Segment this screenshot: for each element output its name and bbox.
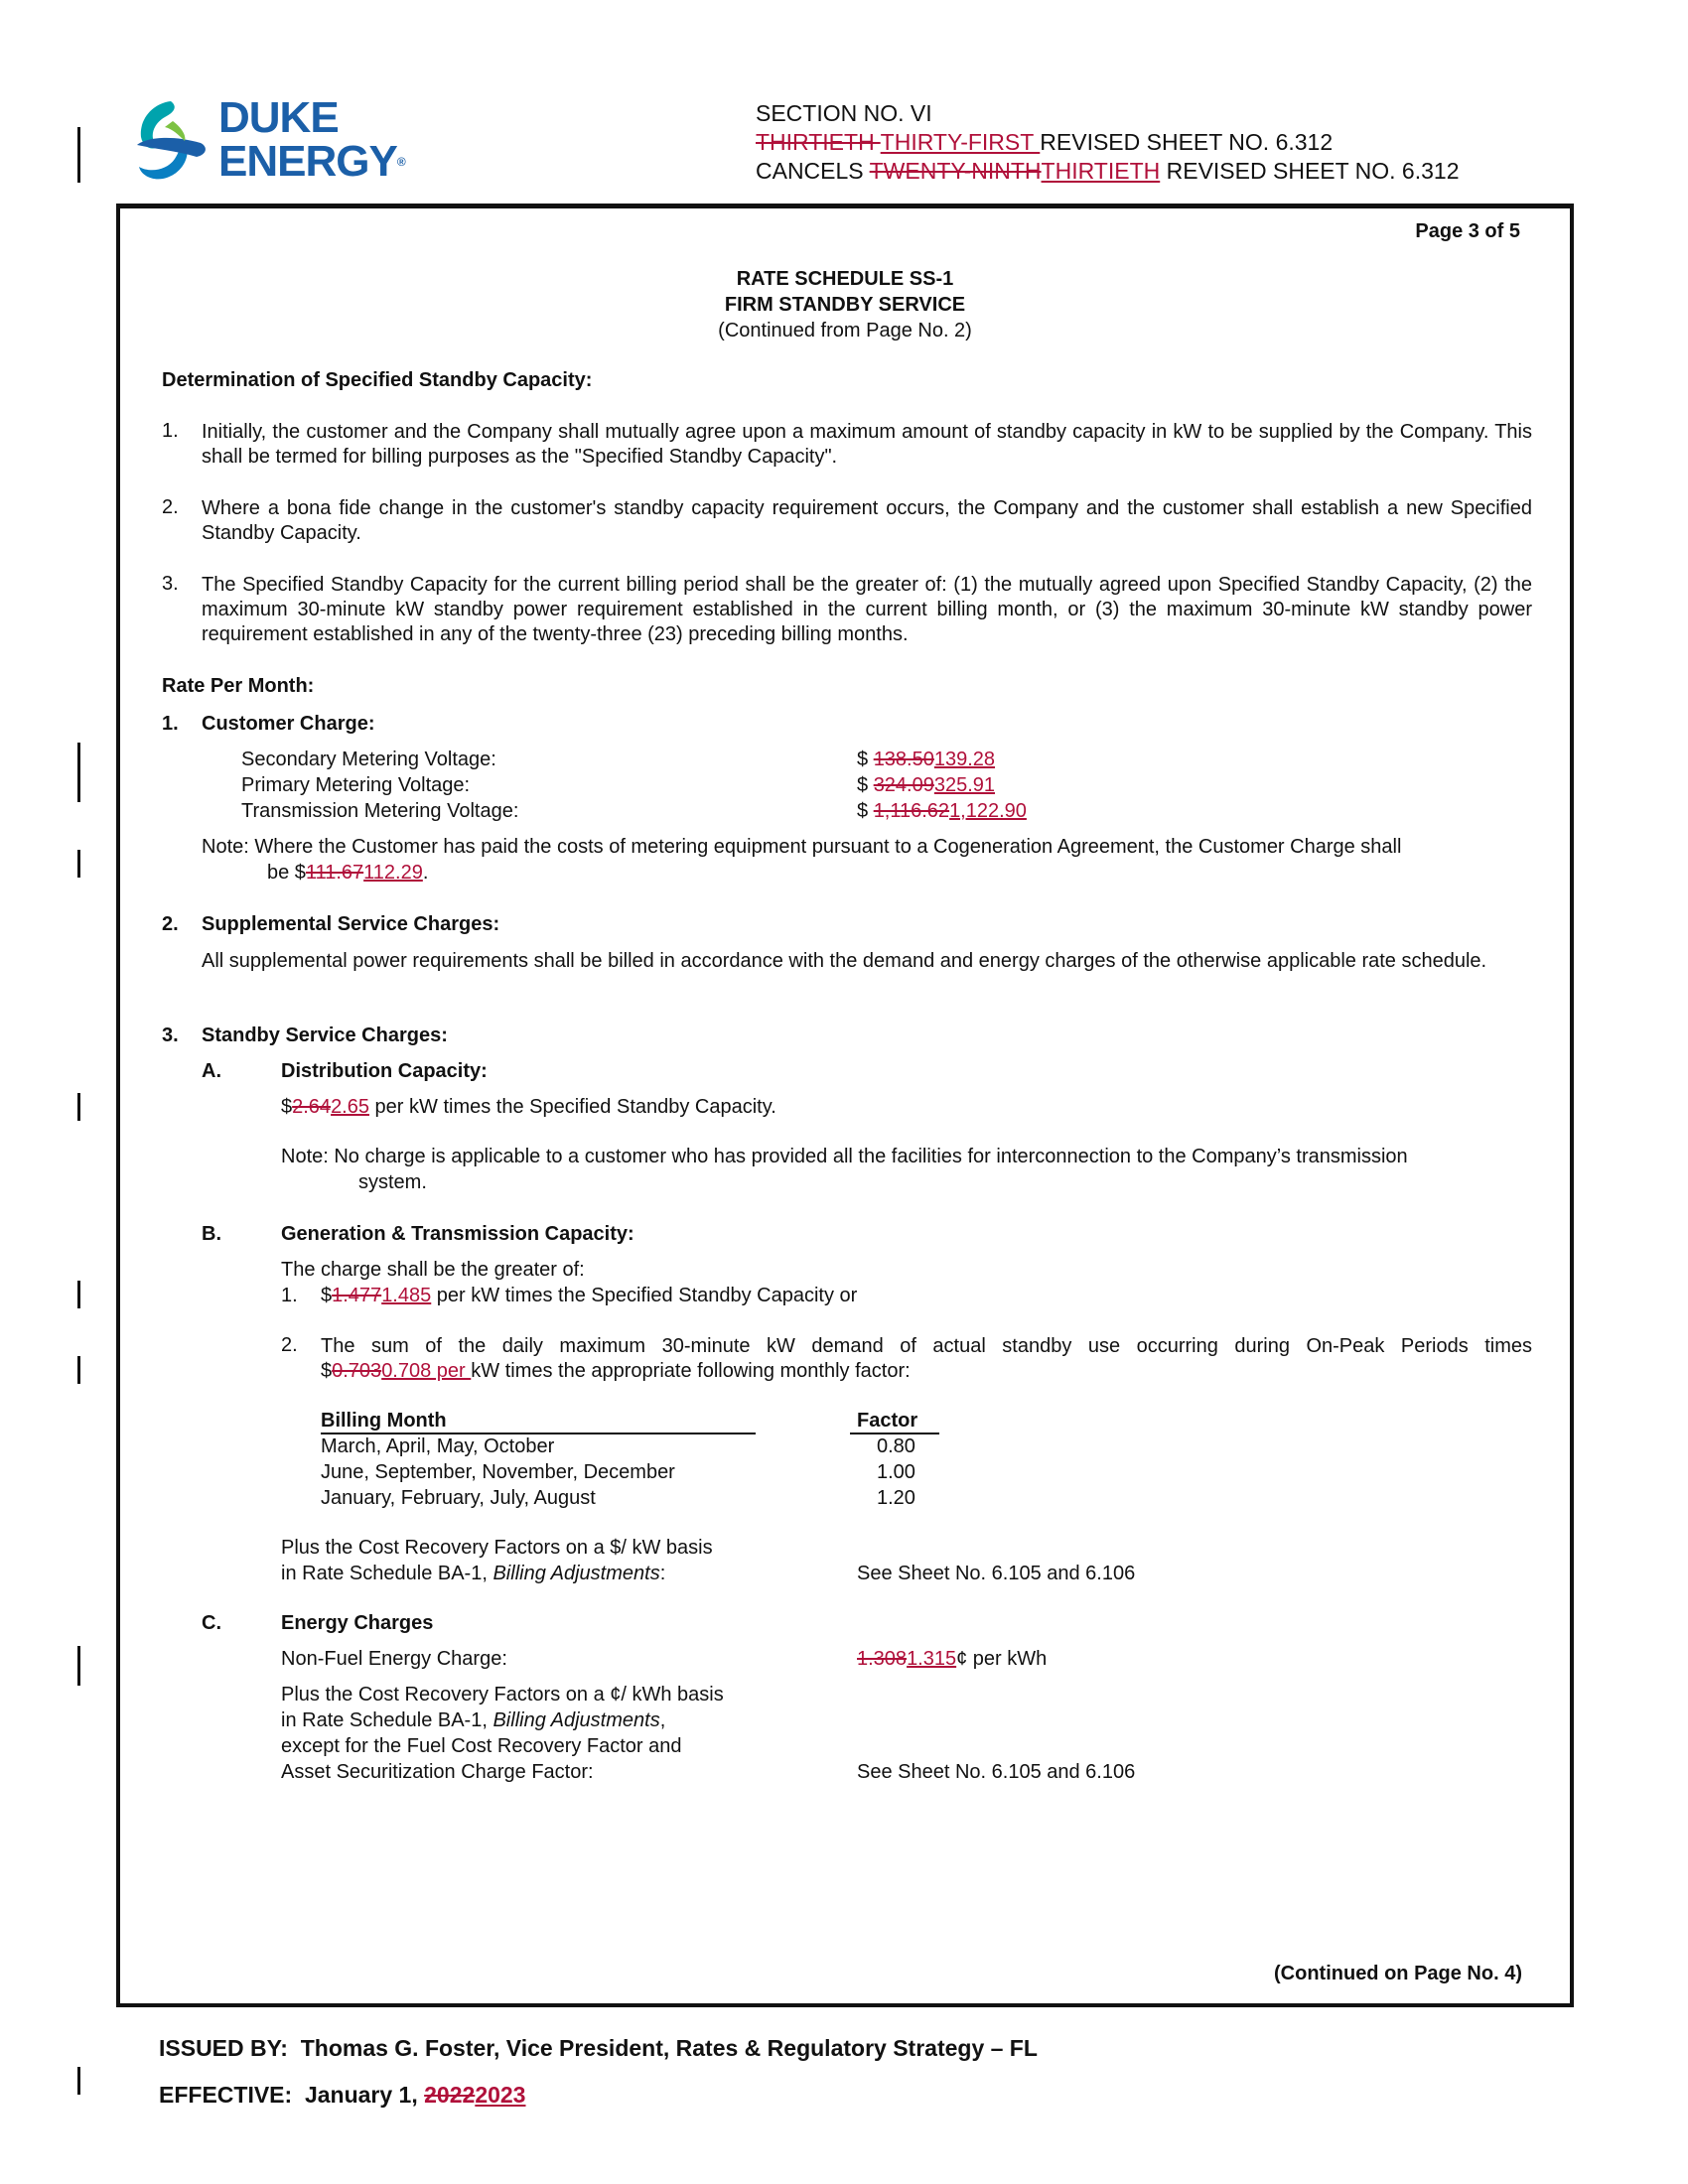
continued-on: (Continued on Page No. 4)	[1274, 1963, 1522, 1984]
duke-energy-logo	[127, 95, 415, 191]
cost-recovery-kw-text: Plus the Cost Recovery Factors on a $/ kW basis	[281, 1537, 713, 1559]
change-bar	[77, 1093, 80, 1121]
metering-value: $ 138.50139.28	[857, 749, 996, 770]
distribution-rate: $2.642.65 per kW times the Specified Standby Capacity.	[281, 1096, 776, 1118]
distribution-letter: A.	[202, 1060, 221, 1082]
issued-by: ISSUED BY: Thomas G. Foster, Vice President, Rates & Regulatory Strategy – FL	[159, 2035, 1038, 2061]
cost-recovery-kw-see: See Sheet No. 6.105 and 6.106	[857, 1563, 1136, 1584]
energy-heading: Energy Charges	[281, 1612, 434, 1634]
schedule-subtitle: FIRM STANDBY SERVICE	[724, 294, 966, 316]
cost-recovery-kwh-asset: Asset Securitization Charge Factor:	[281, 1761, 594, 1783]
change-bar	[77, 850, 80, 878]
table-row-month: March, April, May, October	[321, 1435, 555, 1457]
generation-item-1: $1.4771.485 per kW times the Specified Standby Capacity or	[321, 1285, 858, 1306]
metering-value: $ 1,116.621,122.90	[857, 800, 1027, 822]
cost-recovery-kw-ref: in Rate Schedule BA-1, Billing Adjustments:	[281, 1563, 666, 1584]
sheet-inserted-text: THIRTY-FIRST	[880, 129, 1041, 155]
table-row-month: January, February, July, August	[321, 1487, 596, 1509]
table-row-factor: 1.00	[877, 1461, 915, 1483]
duke-energy-swirl-icon	[127, 95, 216, 191]
content-frame	[116, 204, 1574, 2007]
change-bar	[77, 743, 80, 802]
section-number: SECTION NO. VI	[756, 100, 932, 126]
change-bar	[77, 2067, 80, 2095]
factor-header: Factor	[857, 1410, 918, 1432]
determination-item: Where a bona fide change in the customer's standby capacity requirement occurs, the Company and the customer shall establish a new Specified Standby Capacity.	[202, 497, 1532, 544]
factor-underline	[850, 1433, 939, 1434]
logo-text-duke: DUKE	[218, 93, 339, 142]
table-row-factor: 1.20	[877, 1487, 915, 1509]
continued-from: (Continued from Page No. 2)	[718, 320, 972, 341]
non-fuel-label: Non-Fuel Energy Charge:	[281, 1648, 507, 1670]
generation-heading: Generation & Transmission Capacity:	[281, 1223, 634, 1245]
energy-letter: C.	[202, 1612, 221, 1634]
logo-text-energy: ENERGY®	[218, 137, 405, 186]
supplemental-number: 2.	[162, 913, 179, 935]
cancels-line: CANCELS TWENTY-NINTHTHIRTIETH REVISED SHEET NO. 6.312	[756, 158, 1460, 184]
cost-recovery-kwh-see: See Sheet No. 6.105 and 6.106	[857, 1761, 1136, 1783]
supplemental-text: All supplemental power requirements shall be billed in accordance with the demand and energy charges of the otherwise applicable rate schedule.	[202, 950, 1487, 972]
generation-item-2: The sum of the daily maximum 30-minute kW demand of actual standby use occurring during On-Peak Periods times	[321, 1335, 1532, 1357]
determination-item-number: 1.	[162, 420, 179, 442]
change-bar	[77, 1646, 80, 1686]
generation-intro: The charge shall be the greater of:	[281, 1259, 585, 1281]
sheet-deleted-text: THIRTIETH	[756, 129, 881, 155]
cost-recovery-kwh-ref: in Rate Schedule BA-1, Billing Adjustments,	[281, 1709, 666, 1731]
standby-number: 3.	[162, 1024, 179, 1046]
non-fuel-value: 1.3081.315¢ per kWh	[857, 1648, 1048, 1670]
page-label: Page 3 of 5	[1415, 220, 1520, 242]
generation-item-2-rate: $0.7030.708 per kW times the appropriate following monthly factor:	[321, 1360, 911, 1382]
cancels-inserted-text: THIRTIETH	[1041, 158, 1161, 184]
change-bar	[77, 127, 80, 183]
cancels-deleted-text: TWENTY-NINTH	[869, 158, 1042, 184]
determination-item-number: 2.	[162, 496, 179, 518]
rate-heading: Rate Per Month:	[162, 675, 315, 697]
metering-value: $ 324.09325.91	[857, 774, 996, 796]
revised-sheet-line: THIRTIETH THIRTY-FIRST REVISED SHEET NO. 6.312	[756, 129, 1334, 155]
metering-label: Transmission Metering Voltage:	[241, 800, 519, 822]
customer-charge-number: 1.	[162, 713, 179, 735]
cogeneration-note: Note: Where the Customer has paid the costs of metering equipment pursuant to a Cogeneration Agreement, the Customer Charge shall	[202, 836, 1402, 858]
standby-heading: Standby Service Charges:	[202, 1024, 448, 1046]
determination-item: Initially, the customer and the Company shall mutually agree upon a maximum amount of standby capacity in kW to be supplied by the Company. This shall be termed for billing purposes as the "Specified Standby Capacity".	[202, 421, 1532, 468]
schedule-title: RATE SCHEDULE SS-1	[736, 268, 954, 290]
generation-item-number: 2.	[281, 1334, 298, 1356]
cost-recovery-kwh-except: except for the Fuel Cost Recovery Factor and	[281, 1735, 682, 1757]
metering-label: Secondary Metering Voltage:	[241, 749, 496, 770]
determination-item-number: 3.	[162, 573, 179, 595]
table-row-month: June, September, November, December	[321, 1461, 675, 1483]
effective-date: EFFECTIVE: January 1, 20222023	[159, 2082, 526, 2108]
distribution-heading: Distribution Capacity:	[281, 1060, 488, 1082]
cogeneration-note-value: be $111.67112.29.	[267, 862, 429, 884]
generation-letter: B.	[202, 1223, 221, 1245]
billing-month-header: Billing Month	[321, 1410, 447, 1432]
determination-item: The Specified Standby Capacity for the current billing period shall be the greater of: (1) the mutually agreed upon Specified Standby Capacity, (2) the maximum 30-minute kW standby power requirement established in the current billing month, or (3) the maximum 30-minute kW standby power requirement established in any of the twenty-three (23) preceding billing months.	[202, 574, 1532, 645]
generation-item-number: 1.	[281, 1285, 298, 1306]
cost-recovery-kwh-text: Plus the Cost Recovery Factors on a ¢/ kWh basis	[281, 1684, 724, 1706]
distribution-note-cont: system.	[358, 1171, 427, 1193]
change-bar	[77, 1281, 80, 1308]
billing-month-underline	[321, 1433, 756, 1434]
distribution-note: Note: No charge is applicable to a customer who has provided all the facilities for interconnection to the Company’s transmission	[281, 1146, 1408, 1167]
determination-heading: Determination of Specified Standby Capacity:	[162, 369, 593, 391]
table-row-factor: 0.80	[877, 1435, 915, 1457]
customer-charge-heading: Customer Charge:	[202, 713, 375, 735]
metering-label: Primary Metering Voltage:	[241, 774, 471, 796]
supplemental-heading: Supplemental Service Charges:	[202, 913, 500, 935]
change-bar	[77, 1356, 80, 1384]
